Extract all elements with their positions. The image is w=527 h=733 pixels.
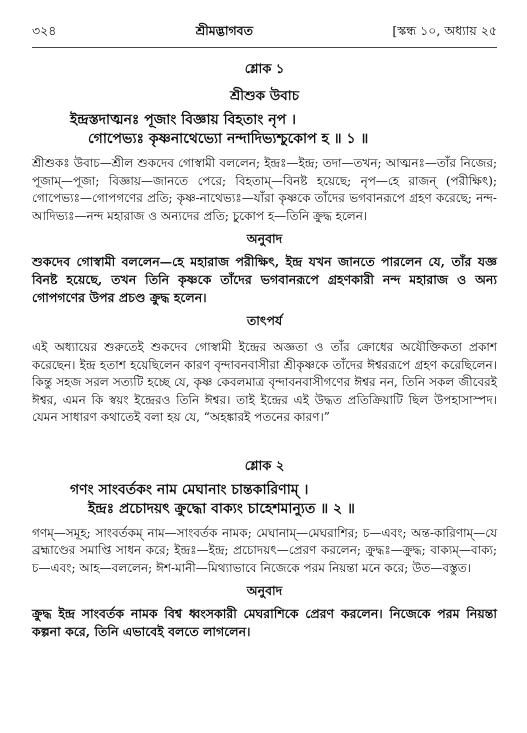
verse-2-translation: ক্রুদ্ধ ইন্দ্র সাংবর্তক নামক বিশ্ব ধ্বংসকারী মেঘরাশিকে প্রেরণ করলেন। নিজেকে পরম নিয়ন্তা কল্পনা করে, তিনি এভাবেই বলতে লাগলেন। (32, 606, 497, 639)
verse-1-translation: শুকদেব গোস্বামী বললেন—হে মহারাজ পরীক্ষিৎ, ইন্দ্র যখন জানতে পারলেন যে, তাঁর যজ্ঞ বিনষ্ট হয়েছে, তখন তিনি কৃষ্ণকে তাঁদের ভগবানরূপে গ্রহণকারী নন্দ মহারাজ ও অন্য গোপগণের উপর প্রচণ্ড ক্রুদ্ধ হলেন। (32, 254, 497, 305)
verse-1-sanskrit-line-1: ইন্দ্রস্তদাত্মনঃ পূজাং বিজ্ঞায় বিহতাং নৃপ । (70, 112, 296, 128)
verse-2-synonyms: গণম্—সমূহ; সাংবর্তকম্ নাম—সাংবর্তক নামক; মেঘানাম্—মেঘরাশির; চ—এবং; অন্ত-কারিণাম্—যে ব্রহ্মাণ্ডের সমাপ্তি সাধন করে; ইন্দ্রঃ—ইন্দ্র; প্রচোদয়ৎ—প্রেরণ করলেন; ক্রুদ্ধঃ—ক্রুদ্ধ; বাক্যম্—বাক্য; চ—এবং; আহ—বললেন; ঈশ-মানী—মিথ্যাভাবে নিজেকে পরম নিয়ন্তা মনে করে; উত—বস্তুত। (32, 525, 497, 575)
book-title: শ্রীমদ্ভাগবত (195, 23, 254, 38)
verse-1-speaker: শ্রীশুক উবাচ (229, 88, 300, 104)
header-rule (32, 47, 497, 48)
verse-2-label: শ্লোক ২ (244, 458, 285, 474)
verse-1-synonyms: শ্রীশুকঃ উবাচ—শ্রীল শুকদেব গোস্বামী বললেন; ইন্দ্রঃ—ইন্দ্র; তদা—তখন; আত্মনঃ—তাঁর নিজের; পূজাম্—পূজা; বিজ্ঞায়—জানতে পেরে; বিহতাম্—বিনষ্ট হয়েছে; নৃপ—হে রাজন্ (পরীক্ষিৎ); গোপেভ্যঃ—গোপগণের প্রতি; কৃষ্ণ-নাথেভ্যঃ—যাঁরা কৃষ্ণকে তাঁদের ভগবানরূপে গ্রহণ করেছে; নন্দ-আদিভ্যঃ—নন্দ মহারাজ ও অন্যদের প্রতি; চুকোপ হ—তিনি ক্রুদ্ধ হলেন। (32, 156, 497, 223)
verse-1-translation-title: অনুবাদ (246, 231, 283, 246)
page-header (32, 0, 497, 43)
verse-1-purport-title: তাৎপর্য (246, 313, 283, 328)
verse-2-sanskrit-line-1: গণং সাংবর্তকং নাম মেঘানাং চান্তকারিণাম্ । (70, 481, 309, 498)
page-number: ৩২৪ (32, 23, 57, 38)
verse-1-sanskrit-line-2: গোপেভ্যঃ কৃষ্ণনাথেভ্যো নন্দাদিভ্যশ্চুকোপ হ ॥ ১ ॥ (88, 131, 369, 147)
verse-2-sanskrit-line-2: ইন্দ্রঃ প্রচোদয়ৎ ক্রুদ্ধো বাক্যং চাহেশমান্যুত ॥ ২ ॥ (88, 500, 355, 517)
chapter-reference: [স্কন্ধ ১০, অধ্যায় ২৫ (392, 23, 497, 38)
verse-1-label: শ্লোক ১ (244, 62, 285, 77)
verse-1-purport: এই অধ্যায়ের শুরুতেই শুকদেব গোস্বামী ইন্দ্রের অজ্ঞতা ও তাঁর ক্রোধের অযৌক্তিকতা প্রকাশ করেছেন। ইন্দ্র হতাশ হয়েছিলেন কারণ বৃন্দাবনবাসীরা শ্রীকৃষ্ণকে তাঁদের ঈশ্বররূপে গ্রহণ করেছিলেন। কিন্তু সহজ সরল সত্যটি হচ্ছে যে, কৃষ্ণ কেবলমাত্র বৃন্দাবনবাসীগণের ঈশ্বর নন, তিনি সকল জীবেরই ঈশ্বর, এমন কি স্বয়ং ইন্দ্রেরও তিনি ঈশ্বর। তাই ইন্দ্রের এই উদ্ধত প্রতিক্রিয়াটি ছিল উপহাসাস্পদ। যেমন সাধারণ কথাতেই বলা হয় যে, “অহঙ্কারই পতনের কারণ।” (32, 340, 497, 424)
verse-2-translation-title: অনুবাদ (246, 583, 283, 598)
